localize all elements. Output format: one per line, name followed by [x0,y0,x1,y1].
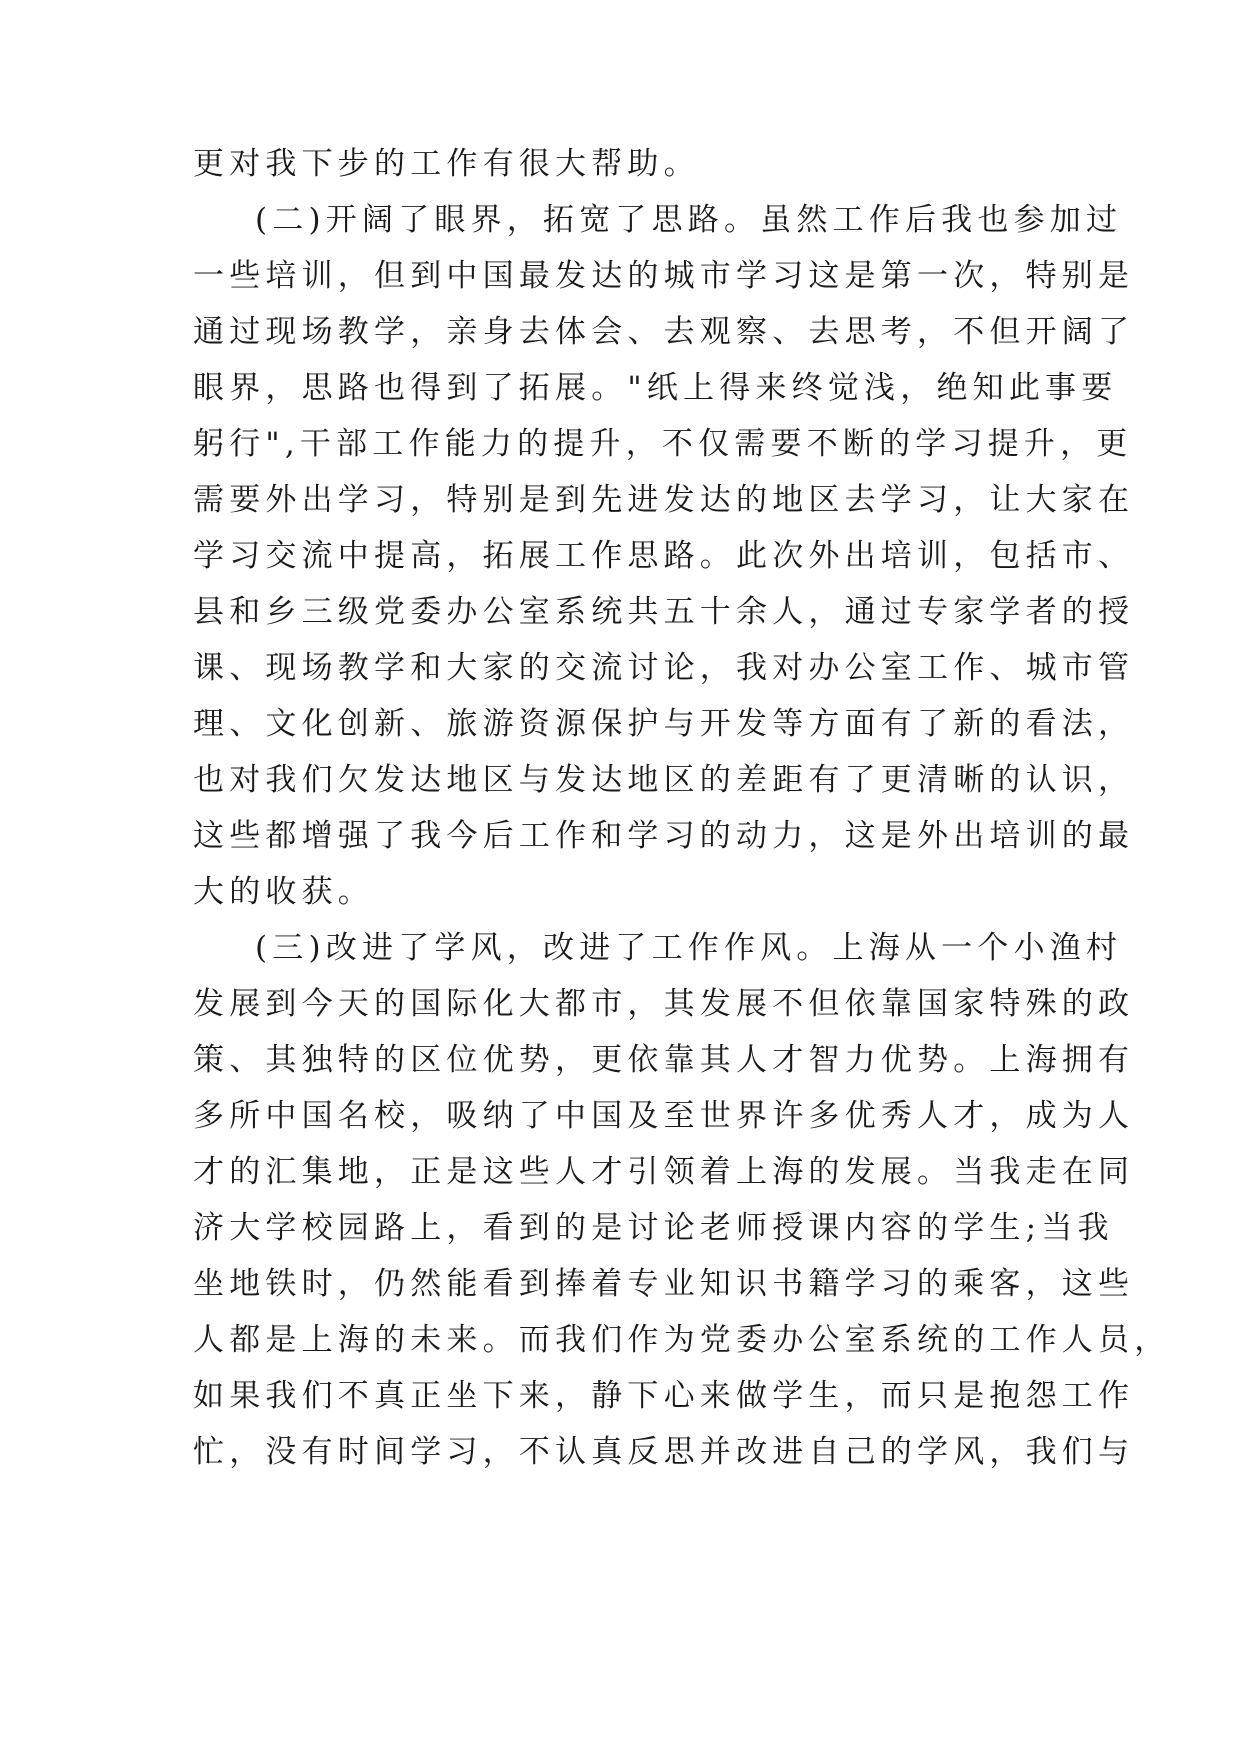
text-line: 也对我们欠发达地区与发达地区的差距有了更清晰的认识， [193,762,1135,798]
paragraph-heading-line: (三)改进了学风，改进了工作作风。上海从一个小渔村 [255,930,1123,966]
text-line: 才的汇集地，正是这些人才引领着上海的发展。当我走在同 [193,1154,1135,1190]
text-line: 理、文化创新、旅游资源保护与开发等方面有了新的看法， [193,706,1135,742]
text-line: 更对我下步的工作有很大帮助。 [193,146,700,182]
paragraph-heading-line: (二)开阔了眼界，拓宽了思路。虽然工作后我也参加过 [255,202,1123,238]
text-line: 学习交流中提高，拓展工作思路。此次外出培训，包括市、 [193,538,1135,574]
text-line: 如果我们不真正坐下来，静下心来做学生，而只是抱怨工作 [193,1378,1135,1414]
text-line: 济大学校园路上，看到的是讨论老师授课内容的学生;当我 [193,1210,1114,1246]
text-line: 策、其独特的区位优势，更依靠其人才智力优势。上海拥有 [193,1042,1135,1078]
text-line: 一些培训，但到中国最发达的城市学习这是第一次，特别是 [193,258,1135,294]
text-line: 人都是上海的未来。而我们作为党委办公室系统的工作人员， [193,1322,1171,1358]
text-line: 躬行",干部工作能力的提升，不仅需要不断的学习提升，更 [193,426,1133,462]
text-line: 县和乡三级党委办公室系统共五十余人，通过专家学者的授 [193,594,1135,630]
text-line: 课、现场教学和大家的交流讨论，我对办公室工作、城市管 [193,650,1135,686]
text-line: 多所中国名校，吸纳了中国及至世界许多优秀人才，成为人 [193,1098,1135,1134]
text-line: 坐地铁时，仍然能看到捧着专业知识书籍学习的乘客，这些 [193,1266,1135,1302]
text-line: 忙，没有时间学习，不认真反思并改进自己的学风，我们与 [193,1434,1135,1470]
text-line: 需要外出学习，特别是到先进发达的地区去学习，让大家在 [193,482,1135,518]
text-line: 通过现场教学，亲身去体会、去观察、去思考，不但开阔了 [193,314,1135,350]
text-line: 发展到今天的国际化大都市，其发展不但依靠国家特殊的政 [193,986,1135,1022]
text-line: 大的收获。 [193,874,374,910]
text-line: 眼界，思路也得到了拓展。"纸上得来终觉浅，绝知此事要 [193,370,1118,406]
text-line: 这些都增强了我今后工作和学习的动力，这是外出培训的最 [193,818,1135,854]
